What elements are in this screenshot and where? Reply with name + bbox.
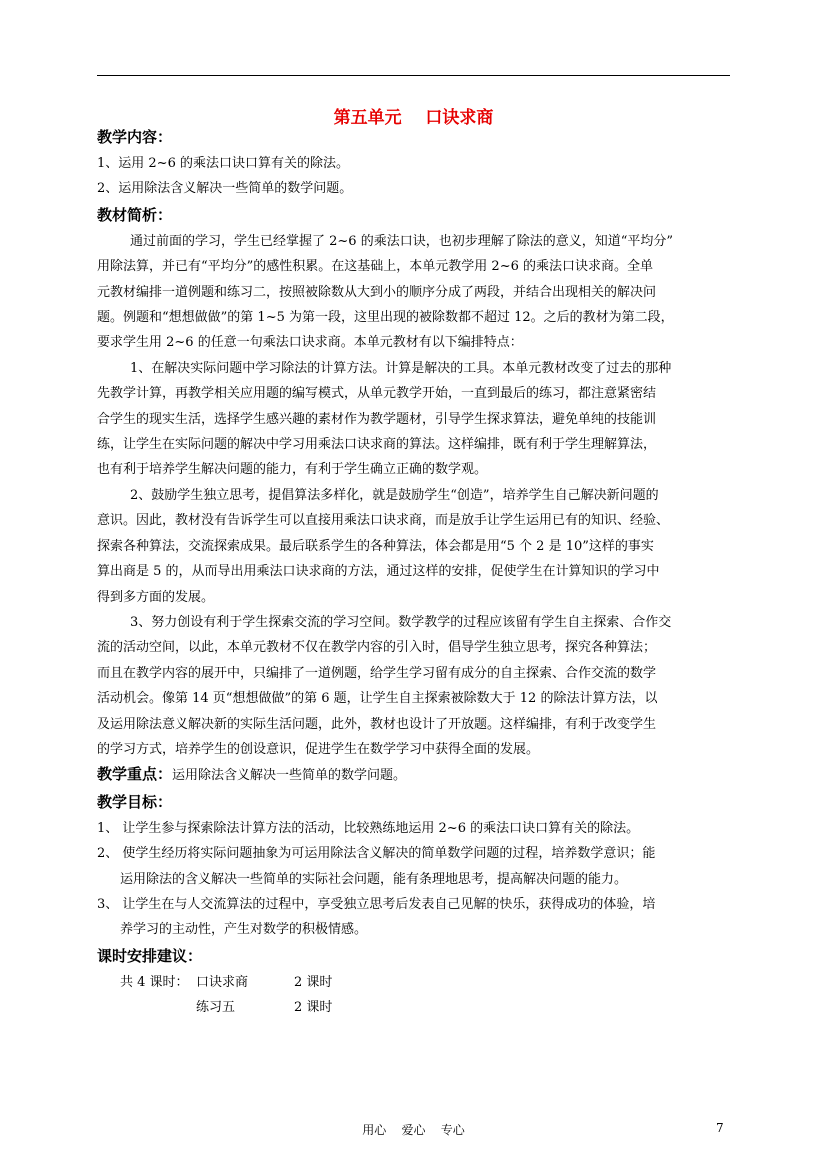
paragraph-line: 也有利于培养学生解决问题的能力，有利于学生确立正确的数学观。: [97, 462, 488, 478]
paragraph-line: 探索各种算法，交流探索成果。最后联系学生的各种算法，体会都是用“5 个 2 是 10”这样的事实: [97, 538, 654, 554]
goal-line: 1、 让学生参与探索除法计算方法的活动，比较熟练地运用 2~6 的乘法口诀口算有关的除法。: [97, 820, 640, 836]
paragraph-line: 先教学计算，再教学相关应用题的编写模式，从单元教学开始，一直到最后的练习，都注意紧密结: [97, 386, 657, 402]
goal-line: 2、 使学生经历将实际问题抽象为可运用除法含义解决的简单数学问题的过程，培养数学意识；能: [97, 846, 656, 862]
paragraph-line: 通过前面的学习，学生已经掌握了 2~6 的乘法口诀，也初步理解了除法的意义，知道“平均分”: [130, 233, 673, 249]
goal-item-1: [97, 816, 733, 841]
paragraph-line: 练，让学生在实际问题的解决中学习用乘法口诀求商的算法。这样编排，既有利于学生理解算法，: [97, 437, 657, 453]
section-heading-focus: 教学重点：: [97, 765, 173, 784]
paragraph-line: 3、努力创设有利于学生探索交流的学习空间。数学教学的过程应该留有学生自主探索、合作交: [130, 614, 672, 630]
paragraph-line: 要求学生用 2~6 的任意一句乘法口诀求商。本单元教材有以下编排特点：: [97, 335, 523, 351]
analysis-paragraph-3: [97, 483, 733, 610]
section-heading-analysis: 教材简析：: [97, 205, 173, 224]
paragraph-line: 用除法算，并已有“平均分”的感性积累。在这基础上，本单元教学用 2~6 的乘法口诀求商。全单: [97, 259, 653, 275]
paragraph-line: 的学习方式，培养学生的创设意识，促进学生在数学学习中获得全面的发展。: [97, 741, 540, 757]
paragraph-line: 1、在解决实际问题中学习除法的计算方法。计算是解决的工具。本单元教材改变了过去的那种: [130, 360, 672, 376]
paragraph-line: 意识。因此，教材没有告诉学生可以直接用乘法口诀求商，而是放手让学生运用已有的知识、经验、: [97, 513, 670, 529]
paragraph-line: 流的活动空间，以此，本单元教材不仅在教学内容的引入时，倡导学生独立思考，探究各种算法；: [97, 640, 657, 656]
paragraph-line: 题。例题和“想想做做”的第 1~5 为第一段，这里出现的被除数都不超过 12。之后的教材为第二段，: [97, 310, 674, 326]
analysis-paragraph-1: [97, 229, 733, 356]
page-title: 第五单元 口诀求商: [333, 108, 494, 128]
document-body: [97, 124, 733, 1020]
teaching-focus: [97, 762, 733, 788]
section-heading-content: 教学内容：: [97, 128, 173, 146]
schedule-prefix: 共 4 课时：: [120, 974, 189, 990]
focus-text: 运用除法含义解决一些简单的数学问题。: [172, 768, 407, 784]
analysis-paragraph-2: [97, 356, 733, 483]
section-heading-goals: 教学目标：: [97, 792, 173, 811]
paragraph-line: 及运用除法意义解决新的实际生活问题，此外，教材也设计了开放题。这样编排，有利于改变学生: [97, 716, 657, 732]
header-rule: [97, 75, 730, 76]
schedule-item-hours: 2 课时: [294, 974, 333, 990]
goal-item-2: [97, 841, 733, 892]
schedule-item-hours: 2 课时: [294, 999, 333, 1015]
schedule-row: [97, 995, 733, 1020]
paragraph-line: 合学生的现实生活，选择学生感兴趣的素材作为教学题材，引导学生探求算法，避免单纯的技能训: [97, 411, 657, 427]
goal-item-3: [97, 892, 733, 943]
schedule-row: [97, 970, 733, 995]
section-heading-schedule: 课时安排建议：: [97, 946, 203, 965]
goal-line-continued: 运用除法的含义解决一些简单的实际社会问题，能有条理地思考，提高解决问题的能力。: [120, 871, 628, 887]
schedule-item-name: 练习五: [196, 999, 236, 1015]
paragraph-line: 活动机会。像第 14 页“想想做做”的第 6 题，让学生自主探索被除数大于 12 的除法计算方法，以: [97, 691, 658, 707]
paragraph-line: 而且在教学内容的展开中，只编排了一道例题，给学生学习留有成分的自主探索、合作交流的数学: [97, 665, 657, 681]
schedule-item-name: 口诀求商: [196, 974, 249, 990]
paragraph-line: 得到多方面的发展。: [97, 589, 215, 605]
content-item: 1、运用 2~6 的乘法口诀口算有关的除法。: [97, 156, 349, 171]
page-number: 7: [716, 1121, 724, 1135]
goal-line: 3、 让学生在与人交流算法的过程中，享受独立思考后发表自己见解的快乐，获得成功的体验，培: [97, 896, 656, 912]
paragraph-line: 元教材编排一道例题和练习二，按照被除数从大到小的顺序分成了两段，并结合出现相关的解决问: [97, 284, 657, 300]
footer-motto: 用心 爱心 专心: [362, 1123, 465, 1137]
goal-line-continued: 养学习的主动性，产生对数学的积极情感。: [120, 922, 368, 938]
paragraph-line: 算出商是 5 的，从而导出用乘法口诀求商的方法，通过这样的安排，促使学生在计算知识的学习中: [97, 564, 660, 580]
paragraph-line: 2、鼓励学生独立思考，提倡算法多样化，就是鼓励学生“创造”，培养学生自己解决新问题的: [130, 487, 659, 503]
analysis-paragraph-4: [97, 610, 733, 762]
content-item: 2、运用除法含义解决一些简单的数学问题。: [97, 181, 353, 197]
